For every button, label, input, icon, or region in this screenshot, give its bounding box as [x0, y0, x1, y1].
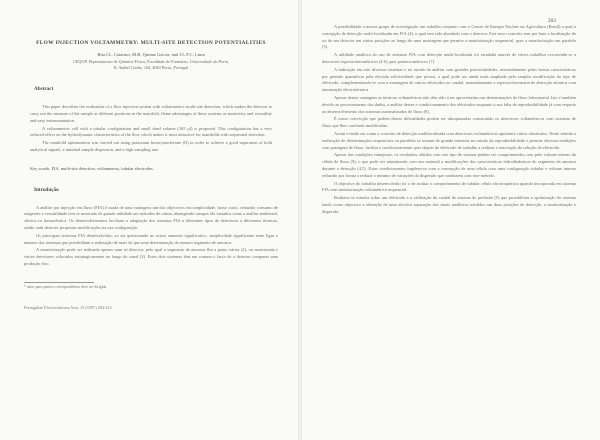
footnote: * autor para quem a correspondência deve ser dirigida: [24, 284, 107, 289]
paper-authors: Rita I.L. Catarino, M.B. Quinaz Garcia, and J.L.F.C. Lima: [97, 52, 205, 57]
affiliation-line-1: CEQUP, Departamento de Química-Física, Faculdade de Farmácia, Universidade do Porto,: [72, 59, 230, 64]
paper-title: FLOW INJECTION VOLTAMMETRY: MULTI-SITE DETECTION POTENTIALITIES: [36, 40, 266, 46]
body-paragraph: O objectivo do trabalho desenvolvido foi o de avaliar o comportamento de tubular célula electroquímica quando incorporada em sistema FIA com monitorização voltamétrica sequencial.: [322, 180, 576, 193]
body-paragraph: Assim e tendo em conta o conceito de detecção multilocalizada com detectores voltamétricos apresenta vários obstáculos. Neste sentido a realização de determinações sequenciais ou paralelas se tornam de grande interesse no estudo da reprodutibilidade e permite efectuar medições com passagem de fluxo, facilita o condicionamento quer depois de eléctrodo de trabalho a realizar a renovação da solução de eléctrodo.: [322, 130, 577, 150]
abstract-paragraph: A voltammetric cell with a tubular configuration and small dead volume (165 µl) is proposed. This configuration has a very reduced effect on the hydrodynamic characteristics of the flow which makes it most attractive for manifolds with sequential detection.: [30, 125, 272, 138]
body-paragraph: A possibilidade a nossos grupo de investigação um trabalho conjunto com o Centro de Energia Nuclear na Agricultura (Brasil) a qual a concepção de detecção multi-localizada em FIA (4), o qual tem sido abordado com o detector. Este novo conceito tem por base a localização do ou de um detector em várias posições ao longo de uma montagem que permite a monitorização sequencial, quer a monitorização em paralelo (5).: [322, 24, 576, 50]
intro-paragraph: A monitorização pode ser realizada apenas num só detector, pelo qual a segmento de amostra flui a passo várias (2), ou monitorada e vários detectores colocados estrategicamente no longo do canal (3). Estes dois sistemas têm em comum o facto de o detector comparar uma produção fixo.: [24, 247, 278, 266]
footnote-rule: [24, 282, 94, 283]
body-paragraph: Apesar destas vantagens as técnicas voltamétricas não têm sido a ser aproveitadas nas determinações de fluxo laboratorial. Isto é também devido ao processamento dos dados, a análise destes e condicionamento dos eléctrodos enquanto a sua falta de reprodutibilidade já com respeito ao desenvolvimento dos sistemas automatizados de fluxo (8).: [322, 94, 576, 114]
body-paragraph: Apesar das condições vantajosas, os resultados obtidos com este tipo de sistema podem ser comprometidos com pelo volume interno da célula de fluxo (9), o que pode ser minimizado com um material a modificações das características hidrodinâmicas do segmento da amostra durante a detecção (4,5). Estas condicionantes impõem-se com a concepção de uma célula com uma configuração tubular e volume interno reduzido por forma a reduzir o mínimo de variações da dispersão que conduzem com este método.: [322, 152, 576, 178]
body-paragraph: Realizou-se estudos sobre um eléctrodo e a calibração do caudal do sistema de perfusão (5) que possibilitou a optimização do sistema tendo como objectivo a obtenção de uma efectiva separação dos sinais analíticos medidos nas duas posições de detecção, a monitorização e dispersão: [322, 195, 576, 214]
abstract-paragraph: This paper describes the evaluation of a flow injection system with voltammetric multi-site detection, which makes the detector to carry out the measure of the sample at different positions in the manifold, flame advantages of these systems as sensitivity and versatility and easy instrumentation.: [30, 104, 272, 123]
abstract-heading: Abstract: [34, 86, 54, 93]
right-page-body: [322, 24, 576, 216]
right-page: [300, 0, 600, 440]
page-number: 203: [547, 18, 556, 24]
journal-citation: Portugaliae Electrochimica Acta, 15 (1997) 203-212: [24, 304, 112, 310]
introduction-heading: Introdução: [34, 186, 59, 193]
body-paragraph: A indicação em este diversos sistemas e no estudo da análise com grandes potencialidades, nomeadamente pelas baixas características por permite quantificar pela elevada selectividade que possui, a qual pode ser ainda mais ampliada pela simples modificação do tipo de eléctrodo, complementando-se com a montagem de outros eléctrodos no caudal, nomeadamente a espectrofotometria de absorção atómica com atomização electrotérmica.: [322, 66, 576, 93]
abstract-body: [24, 104, 278, 154]
intro-paragraph: Os principais sistemas FIA desenvolvidos, ao ser questionado no nosso aumento significativo, simplicidade significante entre ligar o número dos sistemas que possibilitam a realização de mais do que uma determinação do mesmo segmento de amostra.: [24, 232, 278, 245]
keywords: Key words: FIA, multi-site detection, voltammetry, tubular electrodes.: [30, 165, 154, 171]
affiliation-line-2: R. Aníbal Cunha, 164, 4050 Porto, Portugal: [113, 64, 189, 70]
body-paragraph: É nosso convicção que podem destes dificuldades podem ser ultrapassadas construindo os detectores voltamétricos com sistemas de fluxo que lhes conferem modificadas.: [322, 116, 576, 129]
abstract-paragraph: The manifold optimization was carried out using potassium hexacyanoferrate (II) in order to achieve a good separation of both analytical signals, a minimal sample dispersion, and a high sampling rate.: [30, 140, 272, 152]
body-paragraph: A utilidade analítica do uso de sistemas FIA com detecção multi-localizada foi estudada através de vários trabalhos recorrendo-se a detectores espectrofotométricos (4-6) quer potenciométricos (7).: [322, 52, 576, 64]
intro-paragraph: A análise por injecção em fluxo (FIA) é usada de uma vantagens um dos objectivos era simplicidade, baixo custo, reduzido consumo de reagentes e versatilidade tem se mostrado de grande utilidade aos métodos de rotina, abrangendo campos tão variados como a análise ambiental, clínica ou farmacêutica. Os desenvolvimentos facilitam a adaptação dos sistemas FIA a diferentes tipos de detectores a diferentes técnicas, sendo cada detector propostas modificações na sua configuração.: [24, 204, 278, 230]
